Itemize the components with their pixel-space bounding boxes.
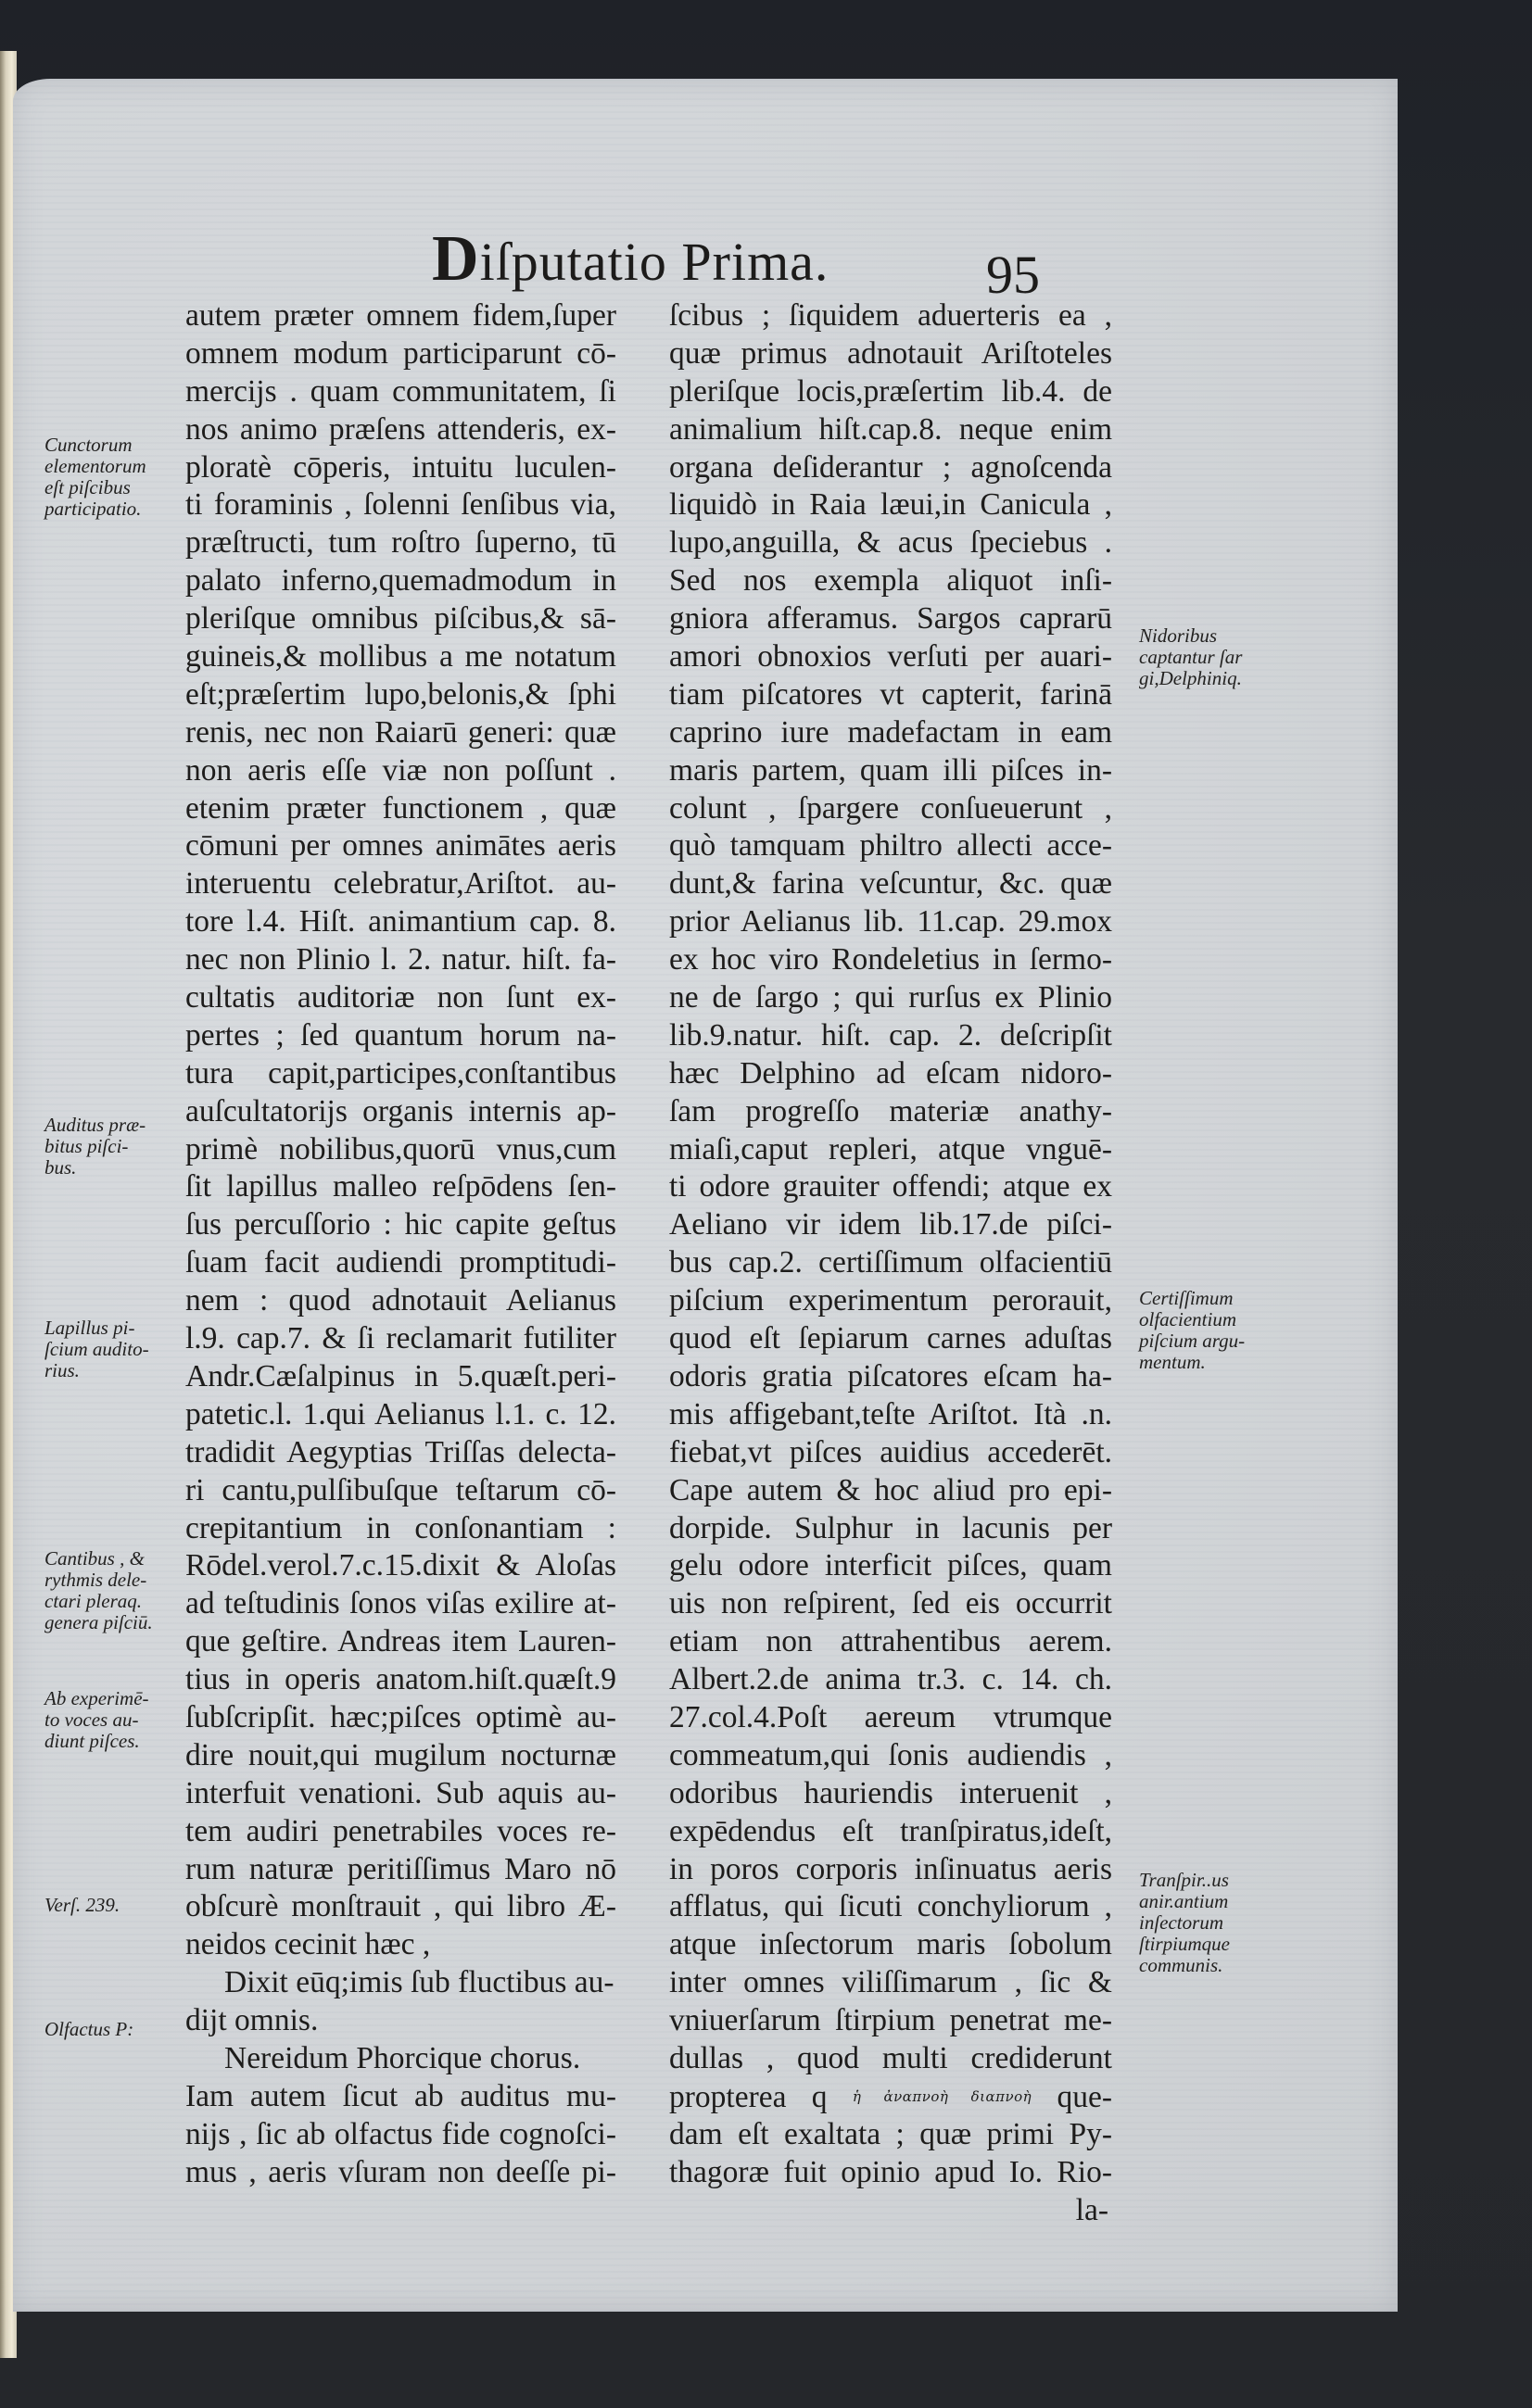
marginal-note <box>44 1895 120 1916</box>
text-line: prior Aelianus lib. 11.cap. 29.mox <box>669 904 1112 939</box>
marginal-note-line: captantur ſar <box>1139 646 1243 668</box>
text-line: Andr.Cæſalpinus in 5.quæſt.peri- <box>185 1358 616 1393</box>
text-line: lupo,anguilla, & acus ſpeciebus . <box>669 525 1112 561</box>
marginal-note-line: ſcium audito- <box>44 1338 149 1360</box>
marginal-note <box>1139 1870 1230 1976</box>
text-line: cōmuni per omnes animātes aeris <box>185 828 616 864</box>
text-line: mus , aeris vſuram non deeſſe pi- <box>185 2154 616 2189</box>
text-line: quod eſt ſepiarum carnes aduſtas <box>669 1321 1112 1356</box>
left-text-column <box>185 297 616 2192</box>
text-line: 27.col.4.Poſt aereum vtrumque <box>669 1699 1112 1734</box>
text-line: ſcibus ; ſiquidem aduerteris ea , <box>669 298 1112 333</box>
text-line: tiam piſcatores vt capterit, farinā <box>669 676 1112 712</box>
running-head-initial: D <box>432 223 480 295</box>
text-line: nijs , ſic ab olfactus fide cognoſci- <box>185 2116 616 2151</box>
text-line: Nereidum Phorcique chorus. <box>224 2040 581 2075</box>
text-line: ri cantu,pulſibuſque teſtarum cō- <box>185 1472 616 1507</box>
marginal-note-line: genera piſciū. <box>44 1611 153 1633</box>
marginal-note-line: ſtirpiumque <box>1139 1933 1230 1955</box>
text-line <box>669 2078 1112 2116</box>
greek-phrase: ἡ ἀναπνοὴ διαπνοὴ <box>852 2087 1032 2105</box>
text-line: autem præter omnem fidem,ſuper <box>185 298 616 333</box>
text-line: Dixit eūq;imis ſub fluctibus au- <box>224 1965 614 2000</box>
text-line: crepitantium in conſonantiam : <box>185 1510 616 1545</box>
text-line: piſcium experimentum perorauit, <box>669 1283 1112 1318</box>
marginal-note <box>44 1115 146 1179</box>
text-line: rum naturæ peritiſſimus Maro nō <box>185 1851 616 1886</box>
catchword: la- <box>1075 2192 1108 2227</box>
text-line: Cape autem & hoc aliud pro epi- <box>669 1472 1112 1507</box>
text-line: tem audiri penetrabiles voces re- <box>185 1813 616 1848</box>
marginal-note-line: piſcium argu- <box>1139 1330 1246 1352</box>
text-line: ad teſtudinis ſonos viſas exilire at- <box>185 1586 616 1621</box>
text-line: neidos cecinit hæc , <box>185 1927 431 1962</box>
marginal-note-line: anir.antium <box>1139 1890 1229 1912</box>
running-head-text: iſputatio Prima. <box>479 232 829 292</box>
text-line: pertes ; ſed quantum horum na- <box>185 1017 616 1053</box>
text-line: etiam non attrahentibus aerem. <box>669 1624 1112 1659</box>
text-line: tura capit,participes,conſtantibus <box>185 1055 616 1091</box>
text-line: afflatus, qui ſicuti conchyliorum , <box>669 1889 1112 1924</box>
text-line: ſam progreſſo materiæ anathy- <box>669 1093 1112 1128</box>
text-line: omnem modum participarunt cō- <box>185 335 616 371</box>
text-line: animalium hiſt.cap.8. neque enim <box>669 411 1112 447</box>
text-line: in poros corporis inſinuatus aeris <box>669 1851 1112 1886</box>
text-line: etenim præter functionem , quæ <box>185 790 616 826</box>
text-line: præſtructi, tum roſtro ſuperno, tū <box>185 525 616 561</box>
text-line: patetic.l. 1.qui Aelianus l.1. c. 12. <box>185 1396 616 1431</box>
text-line: interfuit venationi. Sub aquis au- <box>185 1775 616 1810</box>
text-line: ſuam facit audiendi promptitudi- <box>185 1245 616 1280</box>
text-line: amori obnoxios verſuti per auari- <box>669 639 1112 674</box>
text-line: dorpide. Sulphur in lacunis per <box>669 1510 1112 1545</box>
marginal-note <box>44 2019 133 2040</box>
text-line: ſit lapillus malleo reſpōdens ſen- <box>185 1169 616 1204</box>
text-line: renis, nec non Raiarū generi: quæ <box>185 714 616 750</box>
text-line: maris partem, quam illi piſces in- <box>669 752 1112 788</box>
text-line: ex hoc viro Rondeletius in ſermo- <box>669 942 1112 977</box>
text-line: dam eſt exaltata ; quæ primi Py- <box>669 2116 1112 2151</box>
marginal-note-line: mentum. <box>1139 1351 1206 1373</box>
marginal-note-line: elementorum <box>44 455 146 477</box>
text-line: gelu odore interficit piſces, quam <box>669 1548 1112 1583</box>
text-line: cultatis auditoriæ non ſunt ex- <box>185 980 616 1015</box>
text-line: primè nobilibus,quorū vnus,cum <box>185 1131 616 1166</box>
page-number: 95 <box>986 245 1040 305</box>
text-line: organa deſiderantur ; agnoſcenda <box>669 449 1112 485</box>
marginal-note-line: participatio. <box>44 498 142 520</box>
marginal-note-line: rius. <box>44 1359 80 1381</box>
text-line: ti foraminis , ſolenni ſenſibus via, <box>185 487 616 523</box>
text-line: ti odore grauiter offendi; atque ex <box>669 1169 1112 1204</box>
marginal-note-line: ctari pleraq. <box>44 1590 142 1612</box>
text-line: interuentu celebratur,Ariſtot. au- <box>185 866 616 901</box>
text-line: dunt,& farina veſcuntur, &c. quæ <box>669 866 1112 901</box>
text-line: mercijs . quam communitatem, ſi <box>185 373 616 409</box>
marginal-note-line: Cunctorum <box>44 434 133 456</box>
marginal-note <box>44 1548 153 1633</box>
text-line: nem : quod adnotauit Aelianus <box>185 1283 616 1318</box>
text-line: hæc Delphino ad eſcam nidoro- <box>669 1055 1112 1091</box>
marginal-note-line: Auditus præ- <box>44 1114 146 1136</box>
marginal-note-line: gi,Delphiniq. <box>1139 667 1242 689</box>
marginal-note-line: to voces au- <box>44 1708 139 1731</box>
marginal-note-line: Tranſpir..us <box>1139 1869 1229 1891</box>
marginal-note <box>44 1317 149 1381</box>
text-line: ne de ſargo ; qui rurſus ex Plinio <box>669 980 1112 1015</box>
text-line-start: propterea q <box>669 2079 828 2114</box>
book-page <box>13 79 1398 2312</box>
text-line: fiebat,vt piſces auidius accederēt. <box>669 1434 1112 1469</box>
right-text-column <box>669 297 1112 2229</box>
text-line: eſt;præſertim lupo,belonis,& ſphi <box>185 676 616 712</box>
marginal-note-line: Certiſſimum <box>1139 1287 1234 1309</box>
text-line: non aeris eſſe viæ non poſſunt . <box>185 752 616 788</box>
text-line: dijt omnis. <box>185 2003 319 2038</box>
text-line-end: que- <box>1057 2079 1113 2114</box>
text-line: tius in operis anatom.hiſt.quæſt.9 <box>185 1662 616 1697</box>
marginal-note-line: communis. <box>1139 1954 1223 1976</box>
text-line: uis non reſpirent, ſed eis occurrit <box>669 1586 1112 1621</box>
marginal-note <box>1139 625 1242 689</box>
text-line: expēdendus eſt tranſpiratus,ideſt, <box>669 1813 1112 1848</box>
text-line: mis affigebant,teſte Ariſtot. Ità .n. <box>669 1396 1112 1431</box>
marginal-note-line: eſt piſcibus <box>44 476 131 498</box>
text-line: pleriſque locis,præſertim lib.4. de <box>669 373 1112 409</box>
text-line: ſubſcripſit. hæc;piſces optimè au- <box>185 1699 616 1734</box>
text-line: vniuerſarum ſtirpium penetrat me- <box>669 2003 1112 2038</box>
text-line: miaſi,caput repleri, atque vnguē- <box>669 1131 1112 1166</box>
text-line: obſcurè monſtrauit , qui libro Æ- <box>185 1889 616 1924</box>
marginal-note-line: Olfactus P: <box>44 2018 134 2040</box>
marginal-note-line: Cantibus , & <box>44 1547 145 1570</box>
marginal-note-line: Ab experimē- <box>44 1687 149 1709</box>
text-line: tradidit Aegyptias Triſſas delecta- <box>185 1434 616 1469</box>
marginal-note-line: diunt piſces. <box>44 1730 140 1752</box>
text-line: Albert.2.de anima tr.3. c. 14. ch. <box>669 1662 1112 1697</box>
text-line: thagoræ fuit opinio apud Io. Rio- <box>669 2154 1112 2189</box>
text-line: Iam autem ſicut ab auditus mu- <box>185 2078 616 2113</box>
marginal-note-line: inſectorum <box>1139 1911 1223 1934</box>
text-line: inter omnes viliſſimarum , ſic & <box>669 1965 1112 2000</box>
marginal-note-line: rythmis dele- <box>44 1569 147 1591</box>
marginal-note-line: Lapillus pi- <box>44 1317 135 1339</box>
marginal-note-line: bus. <box>44 1156 77 1179</box>
text-line: Aeliano vir idem lib.17.de piſci- <box>669 1207 1112 1242</box>
marginal-note <box>44 435 146 520</box>
text-line: nec non Plinio l. 2. natur. hiſt. fa- <box>185 942 616 977</box>
text-line: caprino iure madefactam in eam <box>669 714 1112 750</box>
text-line: quæ primus adnotauit Ariſtoteles <box>669 335 1112 371</box>
text-line: lib.9.natur. hiſt. cap. 2. deſcripſit <box>669 1017 1112 1053</box>
text-line: bus cap.2. certiſſimum olfacientiū <box>669 1245 1112 1280</box>
text-line: commeatum,qui ſonis audiendis , <box>669 1737 1112 1772</box>
text-line: tore l.4. Hiſt. animantium cap. 8. <box>185 904 616 939</box>
text-line: atque inſectorum maris ſobolum <box>669 1927 1112 1962</box>
marginal-note-line: Verſ. 239. <box>44 1894 120 1916</box>
text-line: dullas , quod multi crediderunt <box>669 2040 1112 2075</box>
text-line: guineis,& mollibus a me notatum <box>185 639 616 674</box>
text-line: l.9. cap.7. & ſi reclamarit futiliter <box>185 1321 616 1356</box>
marginal-note <box>1139 1288 1245 1373</box>
text-line: gniora afferamus. Sargos caprarū <box>669 601 1112 637</box>
text-line: liquidò in Raia læui,in Canicula , <box>669 487 1112 523</box>
marginal-note-line: Nidoribus <box>1139 624 1218 647</box>
marginal-note-line: olfacientium <box>1139 1308 1236 1330</box>
text-line: pleriſque omnibus piſcibus,& sā- <box>185 601 616 637</box>
running-head <box>432 222 829 296</box>
marginal-note <box>44 1688 149 1752</box>
text-line: colunt , ſpargere conſueuerunt , <box>669 790 1112 826</box>
text-line: palato inferno,quemadmodum in <box>185 563 616 599</box>
text-line: dire nouit,qui mugilum nocturnæ <box>185 1737 616 1772</box>
text-line: Sed nos exempla aliquot inſi- <box>669 563 1112 599</box>
text-line: odoribus hauriendis interuenit , <box>669 1775 1112 1810</box>
text-line: odoris gratia piſcatores eſcam ha- <box>669 1358 1112 1393</box>
text-line: ploratè cōperis, intuitu luculen- <box>185 449 616 485</box>
text-line: que geſtire. Andreas item Lauren- <box>185 1624 616 1659</box>
text-line: auſcultatorijs organis internis ap- <box>185 1093 616 1128</box>
text-line: quò tamquam philtro allecti acce- <box>669 828 1112 864</box>
text-line: ſus percuſſorio : hic capite geſtus <box>185 1207 616 1242</box>
marginal-note-line: bitus piſci- <box>44 1135 129 1157</box>
text-line: nos animo præſens attenderis, ex- <box>185 411 616 447</box>
text-line: Rōdel.verol.7.c.15.dixit & Aloſas <box>185 1548 616 1583</box>
